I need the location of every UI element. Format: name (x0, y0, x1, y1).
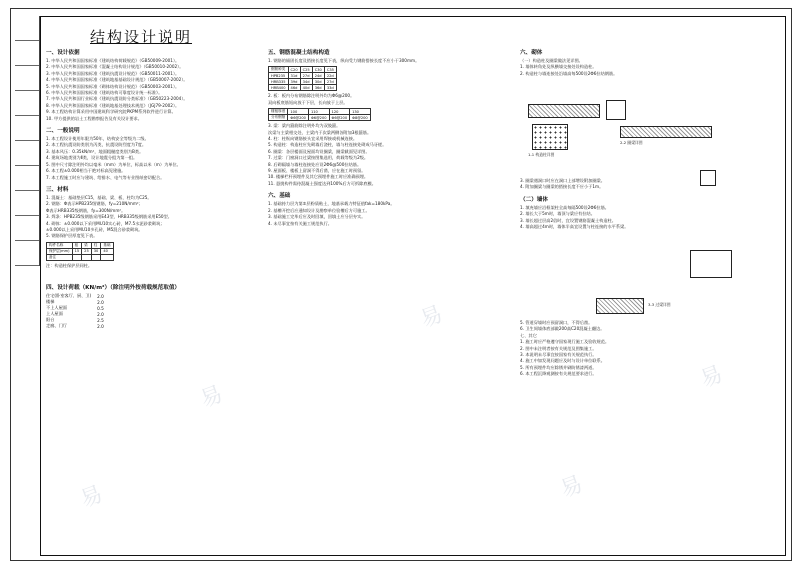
text-line: 1. 钢筋的锚固长度及搭接长度见下表，纵向受力钢筋搭接长度不应小于300mm。 (268, 58, 420, 63)
table-cell: 不上人屋面 (46, 305, 67, 311)
slab-table (268, 108, 371, 121)
table-cell: 27d (324, 79, 336, 85)
text-line: 3. 本说明未尽事宜按国家有关规范执行。 (520, 352, 597, 358)
section-heading: 六、砌体 (520, 50, 543, 56)
text-line: 4. 中华人民共和国国家标准《建筑地基基础设计规范》（GB50007-2002）。 (46, 77, 188, 83)
text-line: 4. 未尽事宜按有关施工规范执行。 (268, 220, 332, 226)
section-lines (520, 320, 778, 378)
text-line: 6. 中华人民共和国国家标准《建筑结构可靠度设计统一标准》。 (46, 90, 163, 96)
section-lines (268, 123, 513, 187)
section-lines (46, 136, 246, 181)
section-lines (46, 195, 246, 240)
text-line: 1. 中华人民共和国国家标准《建筑结构荷载规范》（GB50009-2001）。 (46, 58, 180, 63)
text-line: 3. 焊条：HPB235级钢筋采用E43型，HRB335级钢筋采用E50型。 (46, 214, 172, 220)
table-cell: 27d (300, 73, 312, 79)
table-cell: 15 (72, 248, 82, 254)
binding-strip (15, 16, 40, 266)
table-cell: 2.0 (97, 299, 104, 305)
rebar-detail (532, 124, 568, 150)
table-cell: C20 (288, 67, 300, 73)
table-cell: 100 (288, 109, 309, 115)
text-line: 3. 基本风压：0.35kN/m²，地面粗糙度类别为B类。 (46, 148, 144, 154)
text-line: 4. 建筑场地类别为Ⅱ类，设计地震分组为第一组。 (46, 155, 138, 161)
section-lines (46, 58, 246, 122)
table-cell: 2.0 (97, 311, 104, 317)
text-line: 1. 混凝土：基础垫层C15，基础、梁、板、柱均为C25。 (46, 194, 152, 200)
column-right (520, 44, 778, 77)
text-line: 6. 卫生间墙体底部做200高C20混凝土翻边。 (520, 326, 605, 332)
text-line: （一）构造柱及圈梁做法见详图。 (520, 58, 583, 63)
table-cell: 40 (101, 248, 113, 254)
text-line: 8. 中华人民共和国国家标准《建筑地基处理技术规范》（JGJ79-2002）。 (46, 102, 180, 108)
section-lines (520, 58, 778, 77)
text-line: 2. 构造柱与墙连接处沿墙高每500设2Φ6拉结钢筋。 (520, 70, 618, 76)
text-line: 6. 本工程±0.000相当于绝对标高见建施。 (46, 168, 126, 174)
table-cell: 40d (300, 85, 312, 91)
table-cell (91, 254, 101, 260)
table-cell: Φ6@200 (308, 115, 329, 121)
text-line: 3. 墙长超过层高2倍时，宜设置钢筋混凝土构造柱。 (520, 217, 616, 223)
table-cell: 阳台 (46, 317, 55, 323)
section-lines (268, 58, 513, 64)
table-row (269, 115, 371, 121)
text-line: 7. 中华人民共和国行业标准《建筑抗震设防分类标准》（GB50223-2004）。 (46, 96, 188, 102)
table-cell (82, 254, 92, 260)
table-cell: 36d (312, 85, 324, 91)
table-cell: Φ8@200 (350, 115, 371, 121)
table-cell: 33d (324, 85, 336, 91)
table-cell: 梁 (82, 242, 92, 248)
wall-junction-detail (690, 250, 732, 278)
note: 注：构造柱保护层同柱。 (46, 262, 93, 268)
table-cell (101, 254, 113, 260)
text-line: 3. 圈梁遇洞口时应在洞口上部增设附加圈梁。 (520, 178, 605, 183)
table-cell: 分布钢筋 (269, 115, 288, 121)
text-line: ±0.000以上采用MU10多孔砖，M5混合砂浆砌筑。 (46, 226, 143, 232)
text-line: 七、其它 (520, 332, 537, 338)
column-left (46, 44, 246, 331)
ring-beam-detail (528, 104, 600, 118)
load-table (46, 293, 110, 329)
table-cell: Φ6@200 (329, 115, 350, 121)
section-heading: 五、钢筋混凝土结构构造 (268, 50, 330, 56)
table-cell: 构件名称 (47, 242, 73, 248)
table-cell: 2.0 (97, 323, 104, 329)
table-cell: HRB400 (269, 85, 289, 91)
section-lines (268, 93, 513, 106)
watermark: 易 (197, 381, 227, 413)
text-line: 9. 本工程结构计算采用中国建筑科学研究院PKPM系列软件进行计算。 (46, 109, 176, 115)
text-line: 次梁与主梁相交处，主梁内于次梁两侧各附加3根箍筋。 (268, 129, 372, 135)
table-row (46, 323, 110, 329)
table-cell: 31d (288, 73, 300, 79)
table-row (269, 85, 337, 91)
table-cell: 楼梯 (46, 299, 55, 305)
table-cell: 2.0 (97, 293, 104, 299)
text-line: 1. 墙体转角处及纵横墙交接处设构造柱。 (520, 64, 597, 70)
text-line: 2. 墙长大于5m时，墙顶与梁应有拉结。 (520, 211, 595, 217)
section-heading: 四、设计荷载（KN/m²）（除注明外按荷载规范取值） (46, 285, 181, 292)
table-cell: 39d (288, 79, 300, 85)
table-cell: 住宅(卧室客厅、厨、卫) (46, 293, 92, 299)
text-line: 5. 图中尺寸除注明外均以毫米（mm）为单位，标高以米（m）为单位。 (46, 161, 181, 167)
column-right-lower (520, 178, 690, 230)
table-cell (72, 254, 82, 260)
figure-caption: 3-3 过梁详图 (648, 302, 671, 307)
column-right-bottom (520, 320, 778, 378)
table-cell: 走廊、门厅 (46, 323, 67, 329)
table-cell: 46d (288, 85, 300, 91)
text-line: 2. 本工程抗震设防类别为丙类，抗震设防烈度为7度。 (46, 142, 147, 148)
section-heading: 二、一般说明 (46, 128, 80, 135)
section-heading: 六、基础 (268, 193, 291, 200)
text-line: 4. 墙高超过4m时，墙体半高宜设置与柱连接的水平系梁。 (520, 224, 629, 230)
table-cell: 120 (329, 109, 350, 115)
text-line: 8. 后砌隔墙与墙柱连接处应设2Φ6@500拉结筋。 (268, 161, 362, 167)
text-line: 4. 柱：柱纵向钢筋接头宜采用焊接或机械连接。 (268, 136, 358, 142)
text-line: 9. 屋面板、楼板上留洞不得后凿，应在施工时预留。 (268, 168, 366, 174)
text-line: 4. 附加圈梁与圈梁的搭接长度不应小于1m。 (520, 184, 604, 190)
text-line: 双向板底筋短向放于下层，长向放于上层。 (268, 99, 348, 105)
table-cell: 保护层(mm) (47, 248, 73, 254)
section-heading: 三、材料 (46, 186, 69, 193)
table-cell: 基础 (101, 242, 113, 248)
text-line: 1. 填充墙应沿框架柱全高每隔500设2Φ6拉筋。 (520, 204, 609, 210)
table-cell: 22d (324, 73, 336, 79)
table-cell: 30d (312, 79, 324, 85)
figure-caption: 2-2 圈梁详图 (620, 140, 643, 145)
text-line: 3. 基础施工完毕后应及时回填，回填土应分层夯实。 (268, 214, 366, 220)
column-section-detail (606, 100, 626, 120)
table-cell: 24d (312, 73, 324, 79)
text-line: 1. 基础持力层为第②层粉质粘土，地基承载力特征值fak=180kPa。 (268, 201, 395, 207)
text-line: 2. 图中未注明者按有关规范及图集施工。 (520, 345, 597, 351)
table-cell: 柱 (91, 242, 101, 248)
table-cell: 2.5 (97, 317, 104, 323)
watermark: 易 (77, 481, 107, 513)
table-cell: 25 (82, 248, 92, 254)
table-cell: HPB235 (269, 73, 289, 79)
text-line: 5. 所有预埋件均应除锈并刷防锈漆两道。 (520, 364, 597, 370)
anchorage-table (268, 66, 337, 91)
text-line: 5. 中华人民共和国国家标准《砌体结构设计规范》（GB50003-2001）。 (46, 83, 180, 89)
watermark: 易 (417, 301, 447, 333)
text-line: 4. 砌体：±0.000以下采用MU10实心砖，M7.5水泥砂浆砌筑； (46, 220, 165, 226)
table-cell: HRB335 (269, 79, 289, 85)
text-line: 3. 中华人民共和国国家标准《建筑抗震设计规范》（GB50011-2001）。 (46, 70, 180, 76)
table-cell: Φ6@200 (288, 115, 309, 121)
text-line: 5. 管道穿墙时应预留洞口，不得后凿。 (520, 320, 593, 325)
text-line: 4. 施工中如发现问题应及时与设计单位联系。 (520, 358, 605, 364)
opening-lintel-detail (596, 298, 644, 314)
table-cell: 楼板厚度 (269, 109, 288, 115)
text-line: Φ表示HRB335级钢筋，fy=300N/mm²。 (46, 207, 126, 213)
watermark: 易 (557, 471, 587, 503)
section-heading: 一、设计依据 (46, 50, 80, 56)
table-cell: C35 (324, 67, 336, 73)
table-row (47, 254, 114, 260)
text-line: 2. 中华人民共和国国家标准《混凝土结构设计规范》（GB50010-2002）。 (46, 64, 184, 70)
table-cell: 0.5 (97, 305, 104, 311)
table-cell: C25 (300, 67, 312, 73)
table-cell: 30 (91, 248, 101, 254)
text-line: 2. 基槽开挖后应通知设计及勘察单位验槽后方可施工。 (268, 207, 370, 213)
table-cell: 130 (350, 109, 371, 115)
table-cell: 上人屋面 (46, 311, 63, 317)
section-lines (520, 178, 690, 191)
text-line: 2. 板：板内分布钢筋除注明外均为Φ6@200。 (268, 93, 355, 99)
watermark: 易 (697, 361, 727, 393)
lintel-detail (620, 126, 712, 138)
table-cell: 110 (308, 109, 329, 115)
text-line: 5. 钢筋保护层厚度见下表。 (46, 233, 98, 239)
text-line: 7. 本工程施工时应与建筑、给排水、电气等专业图纸密切配合。 (46, 174, 165, 180)
table-cell: 钢筋种类 (269, 67, 289, 73)
text-line: 3. 梁：梁内箍筋除注明外均为双肢箍。 (268, 123, 341, 129)
table-cell: 备注 (47, 254, 73, 260)
table-cell: 板 (72, 242, 82, 248)
section-lines (268, 201, 513, 227)
text-line: 1. 施工时应严格遵守国家现行施工及验收规范。 (520, 339, 610, 345)
figure-caption: 1-1 构造柱详图 (528, 152, 555, 157)
table-cell: C30 (312, 67, 324, 73)
text-line: 6. 本工程沉降观测按有关规范要求进行。 (520, 371, 597, 377)
tie-detail (700, 170, 716, 186)
text-line: 5. 构造柱：构造柱应先砌墙后浇柱，墙与柱连接处砌成马牙槎。 (268, 142, 387, 148)
text-line: 10. 甲方提供的岩土工程勘察报告及有关设计要求。 (46, 115, 142, 121)
page-title: 结构设计说明 (90, 28, 193, 46)
section-lines (520, 205, 690, 231)
text-line: 11. 悬挑构件需待混凝土强度达到100%后方可拆除底模。 (268, 180, 376, 186)
text-line: 6. 圈梁：各层楼面及屋面均设圈梁，圈梁截面见详图。 (268, 148, 370, 154)
section-heading: （二）墙体 (520, 196, 548, 203)
text-line: 10. 楼梯栏杆预埋件及其它预埋件施工时应准确预埋。 (268, 174, 369, 180)
table-row (46, 293, 110, 299)
column-middle (268, 44, 513, 227)
text-line: 2. 钢筋：Φ表示HPB235级钢筋，fy=210N/mm²； (46, 201, 143, 207)
cover-table (46, 242, 114, 261)
text-line: 1. 本工程设计使用年限为50年，结构安全等级为二级。 (46, 136, 149, 142)
text-line: 7. 过梁：门窗洞口过梁按图集选用，荷载等级为2级。 (268, 155, 369, 161)
table-cell: 34d (300, 79, 312, 85)
